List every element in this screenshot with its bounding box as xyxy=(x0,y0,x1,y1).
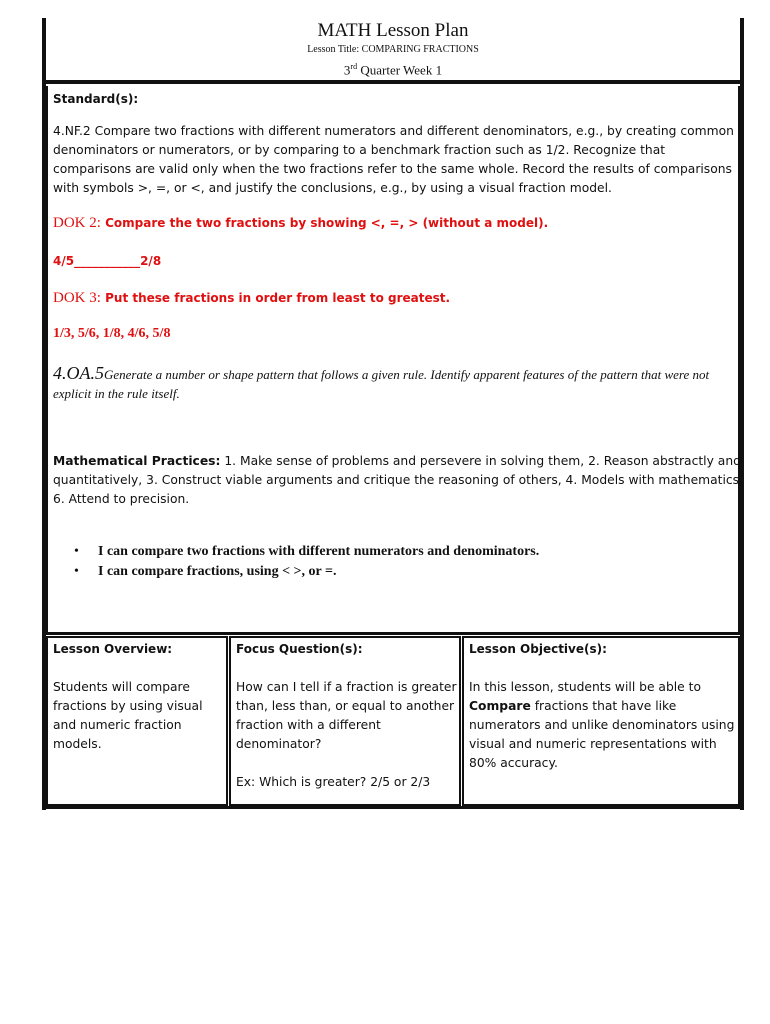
standards-label: Standard(s): xyxy=(53,92,139,106)
lesson-overview-box xyxy=(46,636,228,806)
title-divider xyxy=(42,80,744,84)
mathematical-practices: Mathematical Practices: 1. Make sense of problems and persevere in solving them, 2. Reason abstractly and quantitatively, 3. Construct viable arguments and critique the reasoning of others, 4. Models with mathematics, 6. Attend to precision. xyxy=(53,454,743,506)
lesson-objective-box xyxy=(462,636,740,806)
lesson-title: Lesson Title: COMPARING FRACTIONS xyxy=(307,44,479,55)
list-item: • I can compare fractions, using < >, or =. xyxy=(74,562,539,582)
dok2-prompt: DOK 2: Compare the two fractions by showing <, =, > (without a model). xyxy=(53,215,549,231)
objective-label: Lesson Objective(s): xyxy=(469,642,607,656)
focus-example: Ex: Which is greater? 2/5 or 2/3 xyxy=(236,775,431,789)
dok3-prompt: DOK 3: Put these fractions in order from least to greatest. xyxy=(53,290,451,306)
section-divider xyxy=(42,632,744,635)
bullet-icon: • xyxy=(74,564,79,579)
page-title: MATH Lesson Plan xyxy=(317,20,469,41)
bullet-icon: • xyxy=(74,544,79,559)
overview-label: Lesson Overview: xyxy=(53,642,173,656)
fraction-compare: 4/5___________2/8 xyxy=(53,254,162,268)
objective-text: In this lesson, students will be able to Compare fractions that have like numerators and unlike denominators using visual and numeric representations with 80% accuracy. xyxy=(469,680,735,770)
standard-oa5: 4.OA.5Generate a number or shape pattern that follows a given rule. Identify apparent features of the pattern that were not explicit in the rule itself. xyxy=(53,363,710,401)
i-can-list xyxy=(74,542,539,582)
standard-nf2: 4.NF.2 Compare two fractions with different numerators and different denominators, e.g., by creating common denominators or numerators, or by comparing to a benchmark fraction such as 1/2. Recognize that comparisons are valid only when the two fractions refer to the same whole. Record the results of comparisons with symbols >, =, or <, and justify the conclusions, e.g., by using a visual fraction model. xyxy=(53,124,734,195)
overview-text: Students will compare fractions by using visual and numeric fraction models. xyxy=(53,680,203,751)
list-item: • I can compare two fractions with different numerators and denominators. xyxy=(74,542,539,562)
title-block xyxy=(46,18,740,80)
fraction-order: 1/3, 5/6, 1/8, 4/6, 5/8 xyxy=(53,326,171,341)
focus-label: Focus Question(s): xyxy=(236,642,363,656)
focus-text: How can I tell if a fraction is greater than, less than, or equal to another fraction with a different denominator? Ex: Which is greater? 2/5 or 2/3 xyxy=(236,678,458,792)
focus-question-box xyxy=(229,636,461,806)
quarter-week: 3rd Quarter Week 1 xyxy=(343,62,443,78)
bottom-border xyxy=(42,806,744,809)
